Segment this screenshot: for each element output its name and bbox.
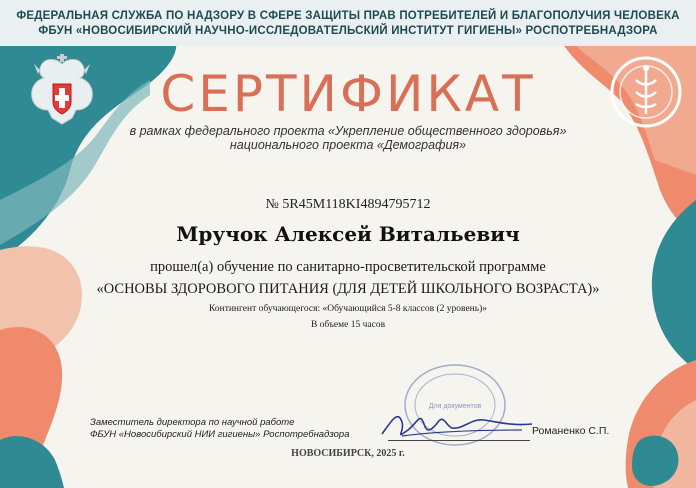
handwritten-signature bbox=[372, 400, 542, 450]
signer-name: Романенко С.П. bbox=[532, 425, 610, 437]
recipient-name: Мручок Алексей Витальевич bbox=[176, 222, 520, 246]
organization-line-2: ФБУН «НОВОСИБИРСКИЙ НАУЧНО-ИССЛЕДОВАТЕЛЬСКИЙ ИНСТИТУТ ГИГИЕНЫ» РОСПОТРЕБНАДЗОРА bbox=[38, 25, 658, 37]
signer-organization: ФБУН «Новосибирский НИИ гигиены» Роспотребнадзора bbox=[90, 429, 350, 440]
certificate-title: СЕРТИФИКАТ bbox=[160, 65, 536, 123]
federal-project-line: в рамках федерального проекта «Укрепление общественного здоровья» bbox=[129, 124, 567, 138]
program-name: «ОСНОВЫ ЗДОРОВОГО ПИТАНИЯ (ДЛЯ ДЕТЕЙ ШКОЛЬНОГО ВОЗРАСТА)» bbox=[96, 281, 600, 297]
stamp-text: Для документов bbox=[428, 403, 482, 410]
course-volume: В объеме 15 часов bbox=[310, 320, 386, 330]
header-strip bbox=[0, 0, 696, 46]
completion-statement: прошел(а) обучение по санитарно-просветительской программе bbox=[150, 259, 546, 275]
national-project-line: национального проекта «Демография» bbox=[229, 138, 467, 152]
contingent-text: Контингент обучающегося: «Обучающийся 5-8 классов (2 уровень)» bbox=[209, 304, 487, 314]
signer-position: Заместитель директора по научной работе bbox=[90, 417, 295, 428]
city-and-year: НОВОСИБИРСК, 2025 г. bbox=[291, 448, 405, 459]
certificate-number: № 5R45M118KI4894795712 bbox=[265, 197, 431, 212]
organization-line-1: ФЕДЕРАЛЬНАЯ СЛУЖБА ПО НАДЗОРУ В СФЕРЕ ЗАЩИТЫ ПРАВ ПОТРЕБИТЕЛЕЙ И БЛАГОПОЛУЧИЯ ЧЕЛОВЕКА bbox=[16, 10, 680, 22]
